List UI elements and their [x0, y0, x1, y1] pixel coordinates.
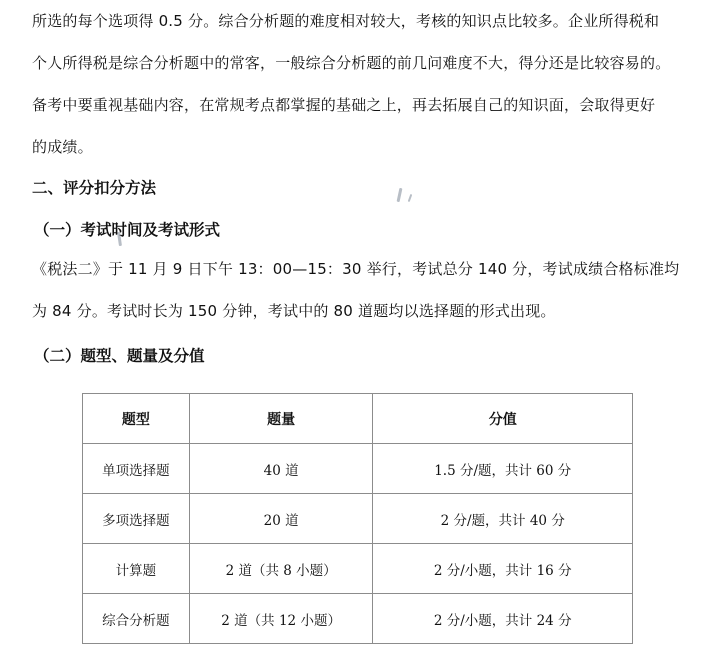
subsection-two-heading: （二）题型、题量及分值	[34, 347, 205, 365]
cell-count: 20 道	[189, 494, 373, 544]
table-row	[83, 544, 633, 594]
header-score: 分值	[373, 394, 633, 444]
header-question-type: 题型	[83, 394, 190, 444]
cell-score: 1.5 分/题，共计 60 分	[373, 444, 633, 494]
exam-info-line-1: 《税法二》于 11 月 9 日下午 13：00—15：30 举行，考试总分 140 分，考试成绩合格标准均	[32, 260, 680, 278]
cell-type: 单项选择题	[83, 444, 190, 494]
cell-count: 2 道（共 12 小题）	[189, 594, 373, 644]
scan-mark	[397, 188, 403, 202]
table-row	[83, 444, 633, 494]
table-row	[83, 494, 633, 544]
cell-count: 2 道（共 8 小题）	[189, 544, 373, 594]
subsection-one-heading: （一）考试时间及考试形式	[34, 221, 221, 239]
intro-line-1: 所选的每个选项得 0.5 分。综合分析题的难度相对较大，考核的知识点比较多。企业所得税和	[32, 12, 660, 30]
table-row	[83, 594, 633, 644]
header-question-count: 题量	[189, 394, 373, 444]
intro-paragraph	[32, 0, 692, 168]
cell-type: 计算题	[83, 544, 190, 594]
cell-type: 综合分析题	[83, 594, 190, 644]
cell-score: 2 分/小题，共计 24 分	[373, 594, 633, 644]
intro-line-4: 的成绩。	[32, 138, 93, 156]
cell-count: 40 道	[189, 444, 373, 494]
intro-line-3: 备考中要重视基础内容，在常规考点都掌握的基础之上，再去拓展自己的知识面，会取得更好	[32, 96, 656, 114]
cell-score: 2 分/小题，共计 16 分	[373, 544, 633, 594]
question-type-table	[82, 393, 633, 644]
cell-type: 多项选择题	[83, 494, 190, 544]
scan-mark	[408, 194, 413, 202]
cell-score: 2 分/题，共计 40 分	[373, 494, 633, 544]
section-heading: 二、评分扣分方法	[32, 179, 157, 197]
exam-info-paragraph	[32, 248, 692, 332]
exam-info-line-2: 为 84 分。考试时长为 150 分钟，考试中的 80 道题均以选择题的形式出现。	[32, 302, 556, 320]
table-header-row	[83, 394, 633, 444]
intro-line-2: 个人所得税是综合分析题中的常客，一般综合分析题的前几问难度不大，得分还是比较容易的。	[32, 54, 671, 72]
